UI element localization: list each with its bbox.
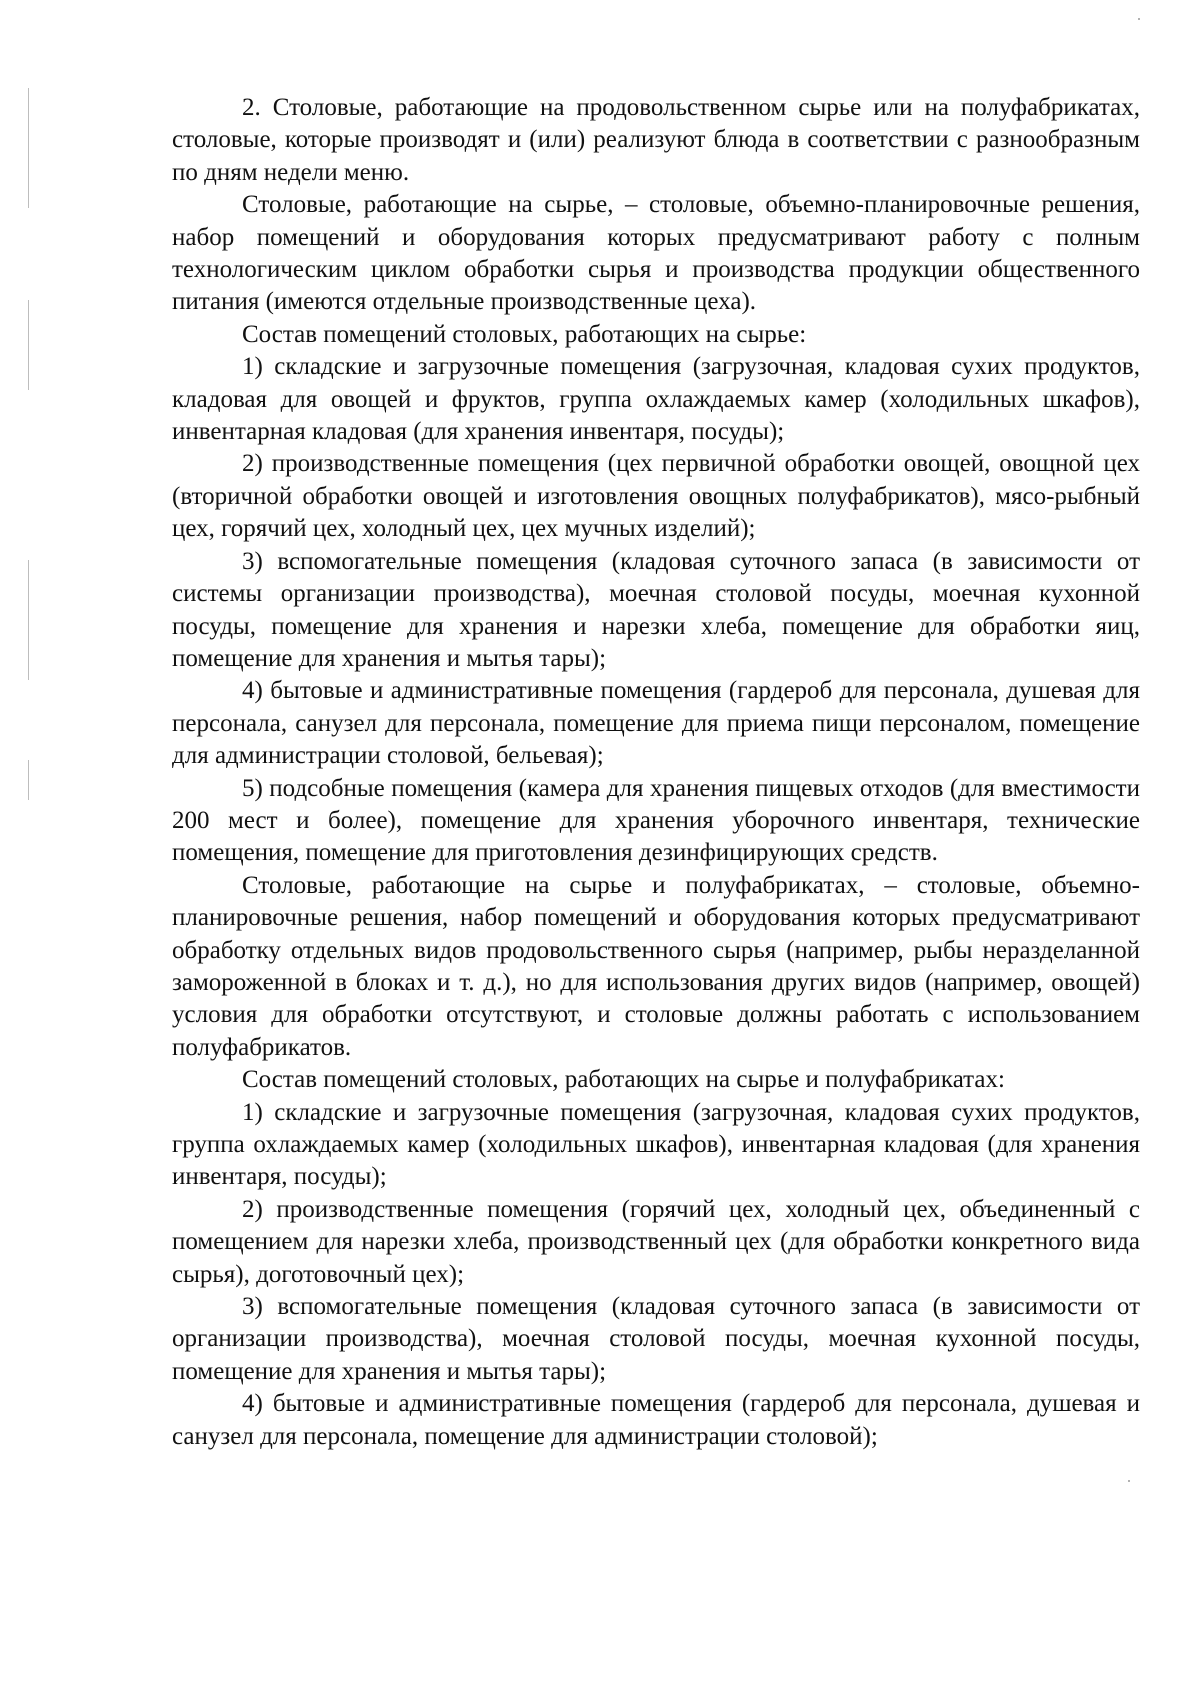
paragraph-raw-definition: Столовые, работающие на сырье, – столовые, объемно-планировочные решения, набор помещений и оборудования которых предусматривают работу с полным технологическим циклом обработки сырья и производства продукции общественного питания (имеются отдельные производственные цеха). [172, 191, 1140, 316]
list-item-semi-household: 4) бытовые и административные помещения (гардероб для персонала, душевая и санузел для персонала, помещение для администрации столовой); [172, 1390, 1140, 1450]
paragraph-semi-definition: Столовые, работающие на сырье и полуфабрикатах, – столовые, объемно-планировочные решения, набор помещений и оборудования которых предусматривают обработку отдельных видов продовольственного сырья (например, рыбы неразделанной замороженной в блоках и т. д.), но для использования других видов (например, овощей) условия для обработки отсутствуют, и столовые должны работать с использованием полуфабрикатов. [172, 871, 1140, 1061]
list-item-raw-production: 2) производственные помещения (цех первичной обработки овощей, овощной цех (вторичной обработки овощей и изготовления овощных полуфабрикатов), мясо-рыбный цех, горячий цех, холодный цех, цех мучных изделий); [172, 450, 1140, 543]
list-item-semi-storage: 1) складские и загрузочные помещения (загрузочная, кладовая сухих продуктов, группа охлаждаемых камер (холодильных шкафов), инвентарная кладовая (для хранения инвентаря, посуды); [172, 1098, 1140, 1191]
scan-edge-mark [28, 88, 29, 208]
scan-edge-mark [28, 300, 29, 390]
list-item-semi-production: 2) производственные помещения (горячий цех, холодный цех, объединенный с помещением для нарезки хлеба, производственный цех (для обработки конкретного вида сырья), доготовочный цех); [172, 1195, 1140, 1288]
list-item-raw-storage: 1) складские и загрузочные помещения (загрузочная, кладовая сухих продуктов, кладовая для овощей и фруктов, группа охлаждаемых камер (холодильных шкафов), инвентарная кладовая (для хранения инвентаря, посуды); [172, 353, 1140, 446]
paragraph-raw-composition-heading: Состав помещений столовых, работающих на сырье: [242, 320, 807, 348]
scan-edge-mark [28, 760, 29, 800]
scan-speck [1138, 18, 1140, 20]
list-item-raw-household: 4) бытовые и административные помещения (гардероб для персонала, душевая для персонала, санузел для персонала, помещение для приема пищи персоналом, помещение для администрации столовой, бельевая); [172, 677, 1140, 770]
paragraph-semi-composition-heading: Состав помещений столовых, работающих на сырье и полуфабрикатах: [242, 1066, 1005, 1094]
scan-edge-mark [28, 560, 29, 680]
document-body [172, 92, 1140, 1453]
list-item-semi-auxiliary: 3) вспомогательные помещения (кладовая суточного запаса (в зависимости от организации производства), моечная столовой посуды, моечная кухонной посуды, помещение для хранения и мытья тары); [172, 1293, 1140, 1385]
list-item-raw-auxiliary: 3) вспомогательные помещения (кладовая суточного запаса (в зависимости от системы организации производства), моечная столовой посуды, моечная кухонной посуды, помещение для хранения и нарезки хлеба, помещение для обработки яиц, помещение для хранения и мытья тары); [172, 547, 1140, 672]
scan-speck [1128, 1480, 1130, 1482]
paragraph-intro: 2. Столовые, работающие на продовольственном сырье или на полуфабрикатах, столовые, которые производят и (или) реализуют блюда в соответствии с разнообразным по дням недели меню. [172, 94, 1140, 186]
list-item-raw-utility: 5) подсобные помещения (камера для хранения пищевых отходов (для вместимости 200 мест и более), помещение для хранения уборочного инвентаря, технические помещения, помещение для приготовления дезинфицирующих средств. [172, 774, 1140, 867]
